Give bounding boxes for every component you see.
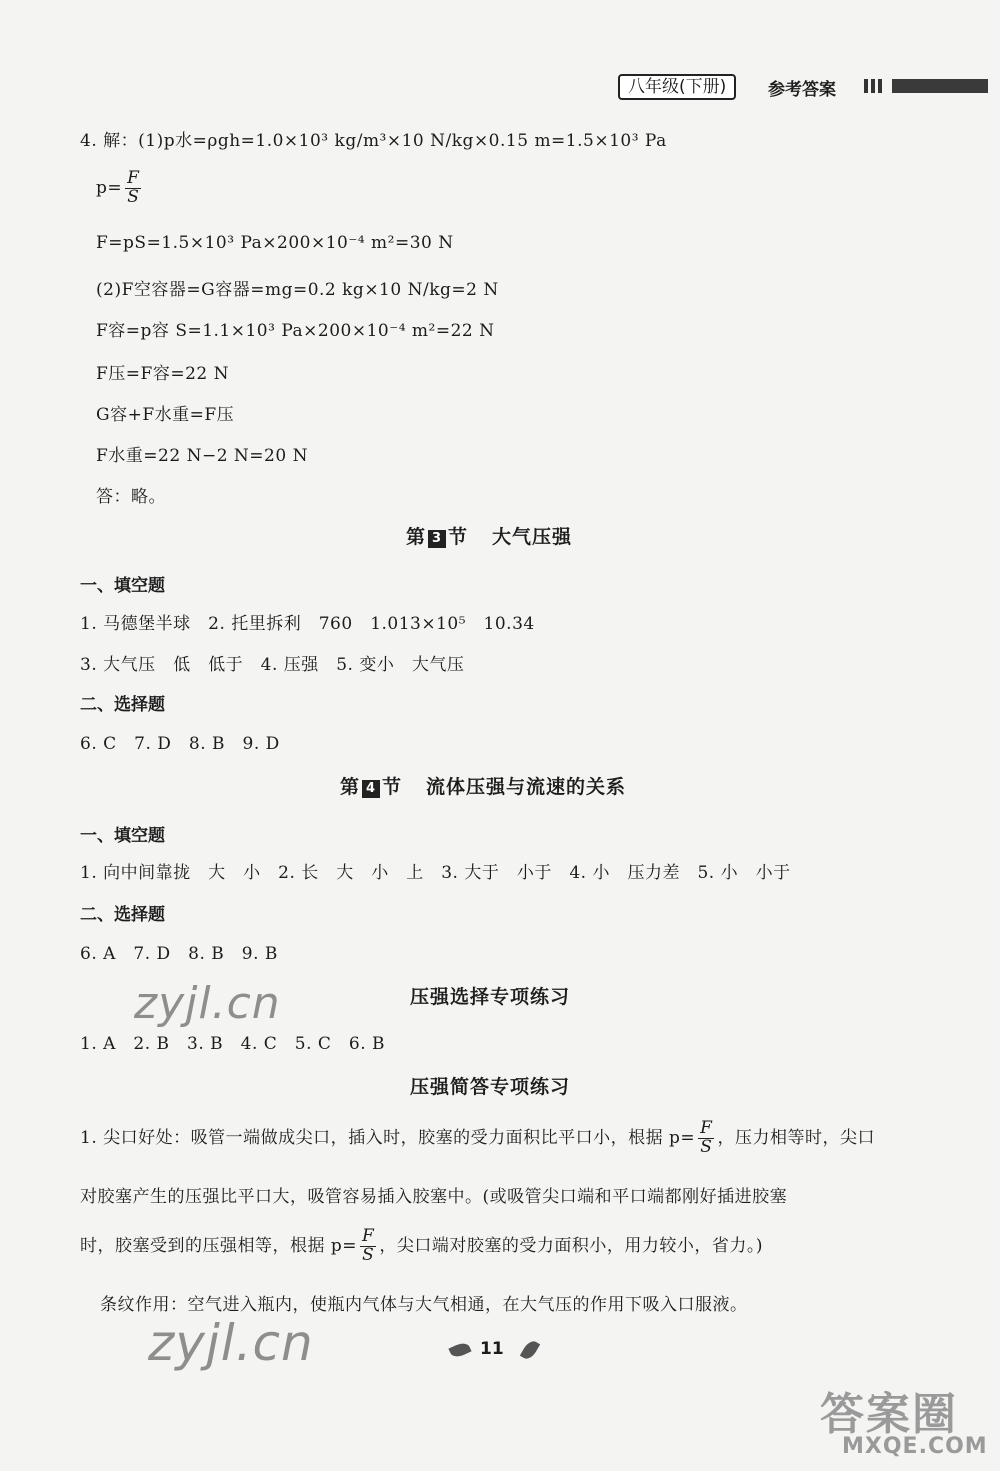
section-4-title (340, 772, 626, 799)
corner-watermark-url: MXQE.COM (842, 1434, 988, 1459)
q4-line-4: (2)F空容器=G容器=mg=0.2 kg×10 N/kg=2 N (96, 280, 499, 300)
practice-choice-answers: 1. A 2. B 3. B 4. C 5. C 6. B (80, 1034, 386, 1054)
leaf-icon (448, 1340, 471, 1359)
section-post: 节 (448, 526, 469, 548)
header-label: 参考答案 (768, 80, 836, 100)
section-3-title (406, 522, 572, 549)
short-answer-line-4: 条纹作用：空气进入瓶内，使瓶内气体与大气相通，在大气压的作用下吸入口服液。 (100, 1295, 748, 1315)
leaf-icon (520, 1338, 540, 1361)
sec4-fill-answers: 1. 向中间靠拢 大 小 2. 长 大 小 上 3. 大于 小于 4. 小 压力差 5. 小 小于 (80, 863, 791, 883)
sec4-choice-heading: 二、选择题 (80, 905, 165, 925)
section-pre: 第 (406, 526, 427, 548)
text-segment: 时，胶塞受到的压强相等，根据 p= (80, 1235, 358, 1256)
sec3-choice-heading: 二、选择题 (80, 695, 165, 715)
watermark-zyjl-1: zyjl.cn (134, 978, 281, 1029)
q4-line-7: G容+F水重=F压 (96, 405, 235, 425)
short-answer-line-2: 对胶塞产生的压强比平口大，吸管容易插入胶塞中。(或吸管尖口端和平口端都刚好插进胶塞 (80, 1187, 788, 1207)
header-strip-decoration (892, 79, 988, 93)
section-name: 大气压强 (492, 526, 573, 548)
short-answer-line-3 (80, 1228, 763, 1265)
q4-line-5: F容=p容 S=1.1×10³ Pa×200×10⁻⁴ m²=22 N (96, 321, 495, 341)
fraction-denominator: S (700, 1136, 713, 1157)
q4-line-2 (96, 170, 144, 207)
watermark-zyjl-2: zyjl.cn (148, 1314, 314, 1372)
q4-formula-p: p= (96, 177, 123, 198)
fraction-numerator: F (362, 1226, 375, 1246)
text-segment: 1. 尖口好处：吸管一端做成尖口，插入时，胶塞的受力面积比平口小，根据 p= (80, 1127, 696, 1148)
header-bars-decoration (864, 79, 884, 93)
sec3-fill-answers-1: 1. 马德堡半球 2. 托里拆利 760 1.013×10⁵ 10.34 (80, 614, 535, 634)
section-pre: 第 (340, 776, 361, 798)
fraction-numerator: F (700, 1118, 713, 1138)
section-post: 节 (382, 776, 403, 798)
section-name: 流体压强与流速的关系 (426, 776, 627, 798)
short-answer-line-1 (80, 1120, 875, 1157)
grade-badge: 八年级(下册) (618, 74, 736, 100)
fraction-f-over-s (698, 1120, 714, 1157)
sec4-fill-heading: 一、填空题 (80, 826, 165, 846)
sec4-choice-answers: 6. A 7. D 8. B 9. B (80, 944, 278, 964)
text-segment: ，尖口端对胶塞的受力面积小，用力较小，省力。) (379, 1235, 763, 1256)
q4-line-3: F=pS=1.5×10³ Pa×200×10⁻⁴ m²=30 N (96, 233, 454, 253)
sec3-fill-heading: 一、填空题 (80, 576, 165, 596)
fraction-f-over-s (125, 170, 141, 207)
fraction-f-over-s (360, 1228, 376, 1265)
practice-short-answer-title: 压强简答专项练习 (410, 1076, 571, 1098)
sec3-choice-answers: 6. C 7. D 8. B 9. D (80, 734, 280, 754)
fraction-numerator: F (127, 168, 140, 188)
q4-answer: 答：略。 (96, 487, 166, 507)
section-number-box: 4 (362, 780, 380, 798)
page-number: 11 (480, 1339, 504, 1359)
q4-line-8: F水重=22 N−2 N=20 N (96, 446, 308, 466)
q4-line-1: 4. 解：(1)p水=ρgh=1.0×10³ kg/m³×10 N/kg×0.15 m=1.5×10³ Pa (80, 131, 667, 151)
section-number-box: 3 (428, 530, 446, 548)
corner-watermark-logo: 答案圈 (820, 1389, 958, 1440)
q4-line-6: F压=F容=22 N (96, 364, 229, 384)
text-segment: ，压力相等时，尖口 (717, 1127, 875, 1148)
practice-choice-title: 压强选择专项练习 (410, 986, 571, 1008)
sec3-fill-answers-2: 3. 大气压 低 低于 4. 压强 5. 变小 大气压 (80, 655, 465, 675)
fraction-denominator: S (127, 186, 140, 207)
fraction-denominator: S (362, 1244, 375, 1265)
